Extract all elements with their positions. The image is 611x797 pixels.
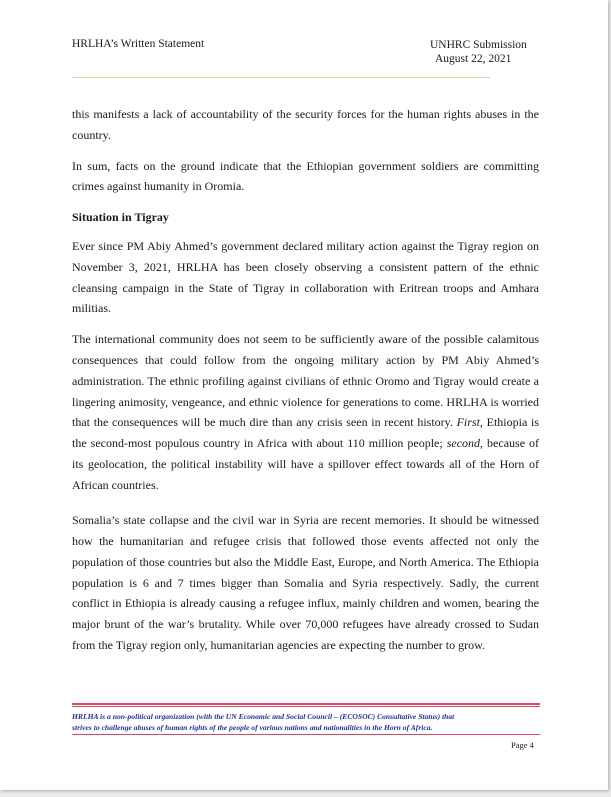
paragraph-international-community-text: The international community does not seem to be sufficiently aware of the possible calamitous consequences that could follow from the ongoing military action by PM Abiy Ahmed’s administration. The ethnic profiling against civilians of ethnic Oromo and Tigray would create a lingering animosity, vengeance, and ethnic violence for generations to come. HRLHA is worried that the consequences will be much dire than any crisis seen in recent history. <box>72 332 539 430</box>
paragraph-in-sum: In sum, facts on the ground indicate that the Ethiopian government soldiers are committing crimes against humanity in Oromia. <box>72 158 539 194</box>
paragraph-somalia-syria: Somalia’s state collapse and the civil war in Syria are recent memories. It should be witnessed how the humanitarian and refugee crisis that followed those events affected not only the population of those countries but also the Middle East, Europe, and North America. The Ethiopia population is 6 and 7 times bigger than Somalia and Syria respectively. Sadly, the current conflict in Ethiopia is already causing a refugee influx, mainly children and women, bearing the major brunt of the war’s brutality. While over 70,000 refugees have already crossed to Sudan from the Tigray region only, humanitarian agencies are expecting the number to grow. <box>72 513 539 652</box>
header-date: August 22, 2021 <box>435 53 512 65</box>
footer-line-1: HRLHA is a non-political organization (with the UN Economic and Social Council – (ECOSOC) Consultative Status) that <box>72 712 455 721</box>
header-left-title: HRLHA’s Written Statement <box>72 38 205 50</box>
header-submission: UNHRC Submission <box>430 39 527 51</box>
paragraph-international-community: The international community does not seem to be sufficiently aware of the possible calamitous consequences that could follow from the ongoing military action by PM Abiy Ahmed’s administration. The ethnic profiling against civilians of ethnic Oromo and Tigray would create a lingering animosity, vengeance, and ethnic violence for generations to come. HRLHA is worried that the consequences will be much dire than any crisis seen in recent history. First, Ethiopia is the second-most populous country in Africa with about 110 million people; second, because of its geolocation, the political instability will have a spillover effect towards all of the Horn of African countries. <box>72 332 539 492</box>
footer-divider-bottom <box>72 734 540 735</box>
footer-divider-top-thin <box>72 706 540 707</box>
header-right <box>430 38 527 66</box>
paragraph-geolocation-text: because of its geolocation, the political instability will have a spillover effect towards all of the Horn of African countries. <box>72 436 539 492</box>
header-divider <box>72 77 490 78</box>
footer-statement <box>72 711 542 733</box>
emphasis-first: First <box>456 415 480 430</box>
page-number: Page 4 <box>511 740 534 750</box>
paragraph-military-action: Ever since PM Abiy Ahmed’s government declared military action against the Tigray region on November 3, 2021, HRLHA has been closely observing a consistent pattern of the ethnic cleansing campaign in the State of Tigray in collaboration with Eritrean troops and Amhara militias. <box>72 238 539 316</box>
paragraph-accountability: this manifests a lack of accountability of the security forces for the human rights abuses in the country. <box>72 107 539 142</box>
footer-line-2: strives to challenge abuses of human rights of the people of various nations and nationalities in the Horn of Africa. <box>72 723 433 732</box>
document-body <box>72 104 539 666</box>
footer-divider-top <box>72 703 540 705</box>
section-heading-tigray: Situation in Tigray <box>72 210 169 225</box>
paragraph-populous-text: Ethiopia is the second-most populous country in Africa with about 110 million people; <box>72 415 539 451</box>
emphasis-second: second <box>446 436 481 451</box>
